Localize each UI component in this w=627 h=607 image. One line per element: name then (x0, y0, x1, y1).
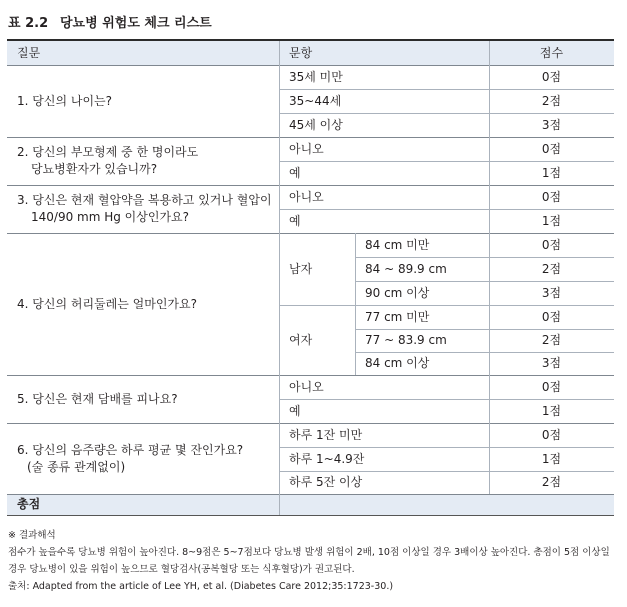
q1-question: 1. 당신의 나이는? (17, 93, 112, 108)
column-divider (489, 41, 490, 494)
notes-line-2: 경우 당뇨병이 있을 위험이 높으므로 혈당검사(공복혈당 또는 식후혈당)가 권고된다. (8, 564, 355, 575)
answer-label: 35~44세 (289, 93, 342, 108)
q4-gender-male: 남자 (289, 261, 313, 276)
answer-score: 1점 (541, 403, 562, 418)
row-divider (279, 447, 614, 448)
q2-question-line2: 당뇨병환자가 있습니까? (31, 162, 158, 176)
row-divider (7, 137, 614, 138)
answer-score: 0점 (541, 309, 562, 324)
answer-score: 1점 (541, 213, 562, 228)
answer-score: 0점 (541, 69, 562, 84)
row-divider (279, 161, 614, 162)
answer-score: 3점 (541, 285, 562, 300)
answer-label: 아니오 (289, 189, 324, 204)
answer-label: 예 (289, 213, 301, 228)
row-divider (7, 375, 614, 376)
answer-score: 3점 (541, 117, 562, 132)
column-divider (355, 233, 356, 375)
answer-score: 2점 (541, 333, 562, 347)
table-title-text: 당뇨병 위험도 체크 리스트 (60, 15, 212, 31)
row-divider (7, 185, 614, 186)
answer-label: 84 cm 미만 (365, 237, 430, 252)
q4-gender-female: 여자 (289, 332, 313, 347)
q3-question-line1: 3. 당신은 현재 혈압약을 복용하고 있거나 혈압이 (17, 193, 272, 207)
answer-label: 90 cm 이상 (365, 285, 430, 300)
q4-question: 4. 당신의 허리둘레는 얼마인가요? (17, 296, 197, 311)
answer-label: 35세 미만 (289, 69, 343, 84)
answer-label: 예 (289, 165, 301, 180)
answer-label: 84 ~ 89.9 cm (365, 261, 447, 276)
result-notes (8, 527, 620, 595)
answer-score: 3점 (541, 356, 562, 370)
answer-score: 1점 (541, 451, 562, 466)
answer-score: 2점 (541, 261, 562, 276)
answer-label: 84 cm 이상 (365, 356, 430, 370)
row-divider (279, 305, 614, 306)
answer-score: 1점 (541, 165, 562, 180)
row-divider (279, 89, 614, 90)
column-divider (279, 41, 280, 515)
answer-score: 0점 (541, 379, 562, 394)
answer-label: 아니오 (289, 141, 324, 156)
q6-question-line1: 6. 당신의 음주량은 하루 평균 몇 잔인가요? (17, 442, 244, 457)
answer-score: 2점 (541, 475, 562, 489)
answer-score: 0점 (541, 237, 562, 252)
answer-score: 0점 (541, 427, 562, 442)
row-divider (7, 233, 614, 234)
risk-checklist-table (7, 39, 614, 516)
table-number: 표 2.2 (8, 15, 49, 31)
answer-label: 하루 5잔 이상 (289, 475, 363, 489)
row-divider (7, 494, 614, 495)
answer-label: 77 ~ 83.9 cm (365, 333, 447, 347)
total-label: 총점 (7, 494, 279, 515)
answer-label: 예 (289, 403, 301, 418)
header-item: 문항 (279, 41, 489, 65)
header-question: 질문 (7, 41, 279, 65)
answer-label: 하루 1~4.9잔 (289, 451, 365, 466)
answer-label: 77 cm 미만 (365, 309, 430, 324)
q2-question-line1: 2. 당신의 부모형제 중 한 명이라도 (17, 145, 199, 159)
notes-source: 출처: Adapted from the article of Lee YH, et al. (Diabetes Care 2012;35:1723-30.) (8, 581, 394, 592)
row-divider (355, 352, 614, 353)
q2-question (7, 137, 279, 185)
answer-score: 0점 (541, 141, 562, 156)
total-score-cell (279, 494, 614, 515)
q3-question (7, 185, 279, 233)
q5-question: 5. 당신은 현재 담배를 피나요? (17, 391, 178, 406)
answer-label: 아니오 (289, 379, 324, 394)
row-divider (7, 423, 614, 424)
row-divider (355, 257, 614, 258)
table-title (8, 11, 212, 31)
answer-score: 0점 (541, 189, 562, 204)
row-divider (355, 329, 614, 330)
row-divider (279, 113, 614, 114)
q6-question (7, 423, 279, 494)
answer-label: 하루 1잔 미만 (289, 427, 363, 442)
q3-question-line2: 140/90 mm Hg 이상인가요? (31, 210, 190, 224)
answer-label: 45세 이상 (289, 117, 343, 132)
row-divider (7, 65, 614, 66)
notes-heading: ※ 결과해석 (8, 530, 56, 541)
row-divider (279, 209, 614, 210)
row-divider (279, 471, 614, 472)
q6-question-line2: (술 종류 관계없이) (27, 459, 126, 474)
answer-score: 2점 (541, 93, 562, 108)
row-divider (279, 399, 614, 400)
notes-line-1: 점수가 높을수록 당뇨병 위험이 높아진다. 8~9점은 5~7점보다 당뇨병 발생 위험이 2배, 10점 이상일 경우 3배이상 높아진다. 총점이 5점 이상일 (8, 547, 610, 558)
header-score: 점수 (489, 41, 614, 65)
row-divider (355, 281, 614, 282)
